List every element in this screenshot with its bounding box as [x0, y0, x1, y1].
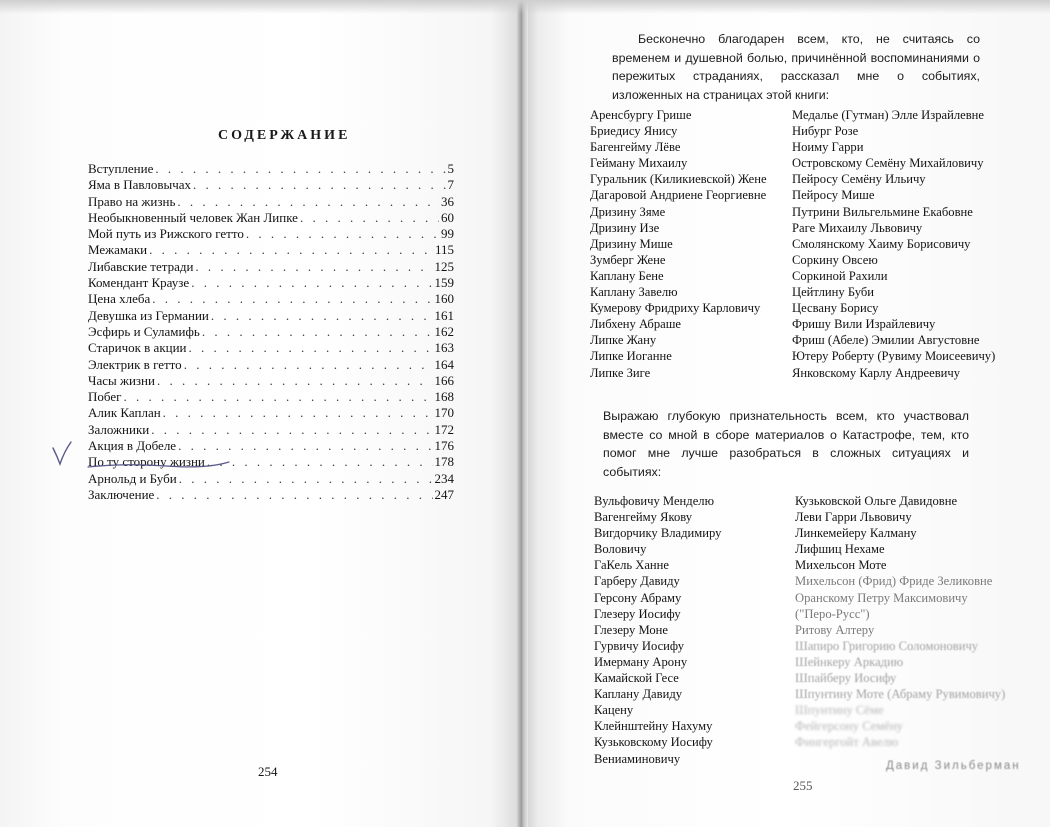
name-entry: Фриш (Абеле) Эмилии Августовне	[792, 333, 980, 348]
toc-entry: Арнольд и Буби . . . 234	[88, 471, 454, 487]
name-entry: Кузьковскому Иосифу	[594, 735, 713, 750]
name-entry: Гурвичу Иосифу	[594, 638, 685, 653]
name-entry: Фингергойт Авелю	[795, 735, 899, 750]
name-entry: Глезеру Моне	[594, 622, 669, 637]
name-entry: Фришу Вили Израйлевичу	[792, 317, 936, 332]
toc-entry: Побег . . . 168	[88, 389, 454, 405]
name-entry: Смолянскому Хаиму Борисовичу	[792, 236, 971, 251]
name-entry: Пейросу Семёну Ильичу	[792, 172, 926, 187]
name-entry: Кацену	[594, 703, 634, 718]
toc-entry: Яма в Павловычах . . . 7	[88, 177, 454, 193]
name-entry: Гейману Михаилу	[590, 156, 688, 171]
name-entry: Лифшиц Нехаме	[795, 542, 885, 557]
toc-entry: Заложники . . . 172	[88, 422, 454, 438]
names-column-3	[594, 493, 721, 767]
left-page	[0, 0, 522, 827]
toc-entry: Межамаки . . . 115	[88, 242, 454, 258]
name-entry: Раге Михаилу Львовичу	[792, 220, 923, 235]
name-entry: Михельсон (Фрид) Фриде Зеликовне	[795, 574, 993, 589]
name-entry: Дризину Зяме	[590, 204, 666, 219]
toc-entry: Необыкновенный человек Жан Липке . . . 60	[88, 210, 454, 226]
name-entry: Клейнштейну Нахуму	[594, 719, 713, 734]
name-entry: Медалье (Гутман) Элле Израйлевне	[792, 108, 984, 122]
name-entry: Каплану Завелю	[590, 285, 678, 300]
name-entry: Кумерову Фридриху Карловичу	[590, 301, 761, 316]
name-entry: Шпунтину Сёме	[795, 703, 884, 718]
name-entry: Глезеру Иосифу	[594, 606, 681, 621]
name-entry: Дризину Мише	[590, 236, 673, 251]
author-signature: Давид Зильберман	[886, 760, 1021, 772]
scan-edge-shadow	[0, 0, 1050, 14]
name-entry: Багенгейму Лёве	[590, 140, 681, 155]
name-entry: Шапиро Григорию Соломоновичу	[795, 638, 979, 653]
name-entry: ("Перо-Русс")	[795, 606, 870, 621]
name-entry: Липке Иоганне	[590, 349, 672, 364]
book-gutter	[516, 0, 528, 827]
name-entry: Вигдорчику Владимиру	[594, 526, 722, 541]
name-entry: Аренсбургу Грише	[590, 108, 692, 122]
name-entry: Линкемейеру Калману	[795, 526, 917, 541]
name-entry: Гарберу Давиду	[594, 574, 680, 589]
acknowledgement-paragraph: Бесконечно благодарен всем, кто, не считаясь со временем и душевной болью, причинённой воспоминаниями о пережитых страданиях, рассказал мне о событиях, изложенных на страницах этой книги:	[612, 32, 980, 102]
names-column-4	[795, 493, 1005, 751]
names-column-2	[792, 107, 995, 381]
toc-entry: Вступление . . . 5	[88, 161, 454, 177]
name-entry: Ритову Алтеру	[795, 622, 875, 637]
name-entry: Нибург Розе	[792, 124, 859, 139]
name-entry: Соркиной Рахили	[792, 268, 888, 283]
toc-entry: Право на жизнь . . . 36	[88, 194, 454, 210]
toc-entry: Мой путь из Рижского гетто . . . 99	[88, 226, 454, 242]
names-column-1	[590, 107, 767, 381]
name-entry: ГаКель Ханне	[594, 558, 669, 573]
pen-checkmark-icon	[50, 440, 74, 468]
name-entry: Вениаминовичу	[594, 751, 681, 766]
gratitude-paragraph: Выражаю глубокую признательность всем, кто участвовал вместе со мной в сборе материалов о Катастрофе, тем, кто помог мне лучше разобраться в сложных ситуациях и событиях:	[603, 409, 969, 479]
toc-entry: Комендант Краузе . . . 159	[88, 275, 454, 291]
name-entry: Липке Жану	[590, 333, 657, 348]
name-entry: Дагаровой Андриене Георгиевне	[590, 188, 767, 203]
toc-entry: Цена хлеба . . . 160	[88, 291, 454, 307]
name-entry: Оранскому Петру Максимовичу	[795, 590, 968, 605]
name-entry: Воловичу	[594, 542, 647, 557]
name-entry: Пейросу Мише	[792, 188, 875, 203]
name-entry: Вульфовичу Менделю	[594, 494, 714, 508]
name-entry: Герсону Абраму	[594, 590, 682, 605]
name-entry: Шейнкеру Аркадию	[795, 654, 904, 669]
toc-entry: Либавские тетради . . . 125	[88, 259, 454, 275]
name-entry: Зумберг Жене	[590, 252, 666, 267]
name-entry: Фейгерсону Семёну	[795, 719, 903, 734]
toc-entry: Электрик в гетто . . . 164	[88, 357, 454, 373]
name-entry: Имерману Арону	[594, 654, 688, 669]
table-of-contents	[88, 161, 454, 503]
name-entry: Липке Зиге	[590, 365, 651, 380]
toc-entry: Алик Каплан . . . 170	[88, 405, 454, 421]
name-entry: Путрини Вильгельмине Екабовне	[792, 204, 973, 219]
pen-underline-mark	[86, 459, 231, 471]
toc-entry: По ту сторону жизни . . . 178	[88, 454, 454, 470]
toc-entry: Часы жизни . . . 166	[88, 373, 454, 389]
name-entry: Гуральник (Киликиевской) Жене	[590, 172, 767, 187]
toc-entry: Акция в Добеле . . . 176	[88, 438, 454, 454]
name-entry: Ноиму Гарри	[792, 140, 864, 155]
name-entry: Цесвану Борису	[792, 301, 879, 316]
name-entry: Островскому Семёну Михайловичу	[792, 156, 984, 171]
name-entry: Камайской Гесе	[594, 671, 679, 686]
name-entry: Шпайберу Иосифу	[795, 671, 897, 686]
name-entry: Леви Гарри Львовичу	[795, 510, 912, 525]
name-entry: Вагенгейму Якову	[594, 510, 693, 525]
name-entry: Михельсон Моте	[795, 558, 887, 573]
name-entry: Соркину Овсею	[792, 252, 878, 267]
name-entry: Либхену Абраше	[590, 317, 682, 332]
name-entry: Цейтлину Буби	[792, 285, 875, 300]
name-entry: Ютеру Роберту (Рувиму Моисеевичу)	[792, 349, 996, 364]
name-entry: Каплану Давиду	[594, 687, 683, 702]
toc-title: СОДЕРЖАНИЕ	[218, 128, 351, 143]
name-entry: Дризину Изе	[590, 220, 660, 235]
page-number: 255	[793, 778, 813, 793]
toc-entry: Старичок в акции . . . 163	[88, 340, 454, 356]
toc-entry: Эсфирь и Суламифь . . . 162	[88, 324, 454, 340]
toc-entry: Девушка из Германии . . . 161	[88, 308, 454, 324]
page-number: 254	[258, 764, 278, 779]
name-entry: Янковскому Карлу Андреевичу	[792, 365, 961, 380]
name-entry: Шпунтину Моте (Абраму Рувимовичу)	[795, 687, 1006, 702]
toc-entry: Заключение . . . 247	[88, 487, 454, 503]
name-entry: Кузьковской Ольге Давидовне	[795, 494, 958, 508]
name-entry: Каплану Бене	[590, 268, 664, 283]
name-entry: Бриедису Янису	[590, 124, 678, 139]
